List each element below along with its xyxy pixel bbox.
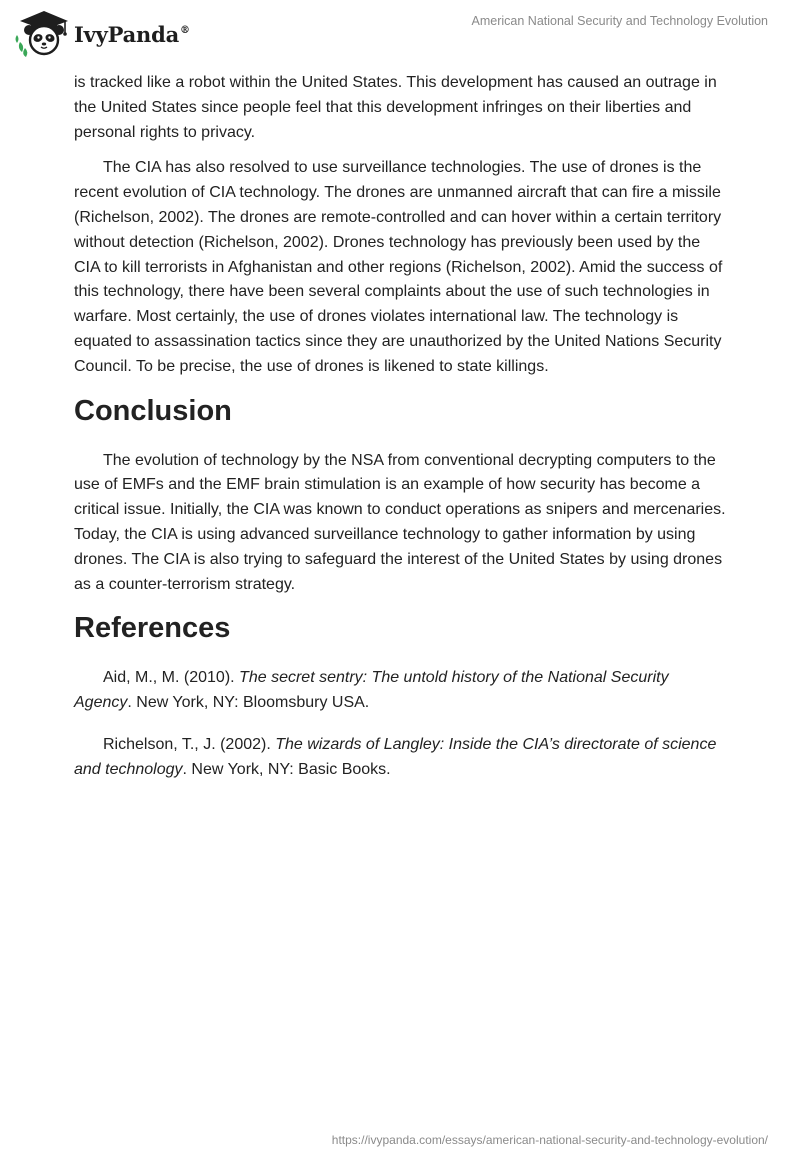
source-url[interactable]: https://ivypanda.com/essays/american-national-security-and-technology-evolution/ <box>331 1133 768 1147</box>
references-heading: References <box>74 612 231 645</box>
reference-entry: Aid, M., M. (2010). The secret sentry: The untold history of the National Security Agency. New York, NY: Bloomsbury USA. <box>74 669 669 712</box>
essay-content <box>74 71 726 800</box>
body-paragraph: The CIA has also resolved to use surveillance technologies. The use of drones is the recent evolution of CIA technology. The drones are unmanned aircraft that can fire a missile (Richelson, 2002). The drones are remote-controlled and can hover within a certain territory without detection (Richelson, 2002). Drones technology has previously been used by the CIA to kill terrorists in Afghanistan and other regions (Richelson, 2002). Amid the success of this technology, there have been several complaints about the use of such technologies in warfare. Most certainly, the use of drones violates international law. The technology is equated to assassination tactics since they are unauthorized by the United Nations Security Council. To be precise, the use of drones is likened to state killings. <box>74 159 723 375</box>
conclusion-heading: Conclusion <box>74 394 232 427</box>
document-title: American National Security and Technology Evolution <box>471 14 768 28</box>
brand-name: IvyPanda® <box>74 21 190 47</box>
page-header <box>0 0 800 66</box>
reference-entry: Richelson, T., J. (2002). The wizards of Langley: Inside the CIA’s directorate of science and technology. New York, NY: Basic Books. <box>74 735 717 778</box>
panda-graduate-icon <box>14 8 70 58</box>
ivypanda-logo[interactable] <box>14 8 190 58</box>
body-paragraph: is tracked like a robot within the United States. This development has caused an outrage in the United States since people feel that this development infringes on their liberties and personal rights to privacy. <box>74 74 717 141</box>
conclusion-paragraph: The evolution of technology by the NSA from conventional decrypting computers to the use of EMFs and the EMF brain stimulation is an example of how security has become a critical issue. Initially, the CIA was known to conduct operations as snipers and mercenaries. Today, the CIA is using advanced surveillance technology to gather information by using drones. The CIA is also trying to safeguard the interest of the United States by using drones as a counter-terrorism strategy. <box>74 451 726 593</box>
